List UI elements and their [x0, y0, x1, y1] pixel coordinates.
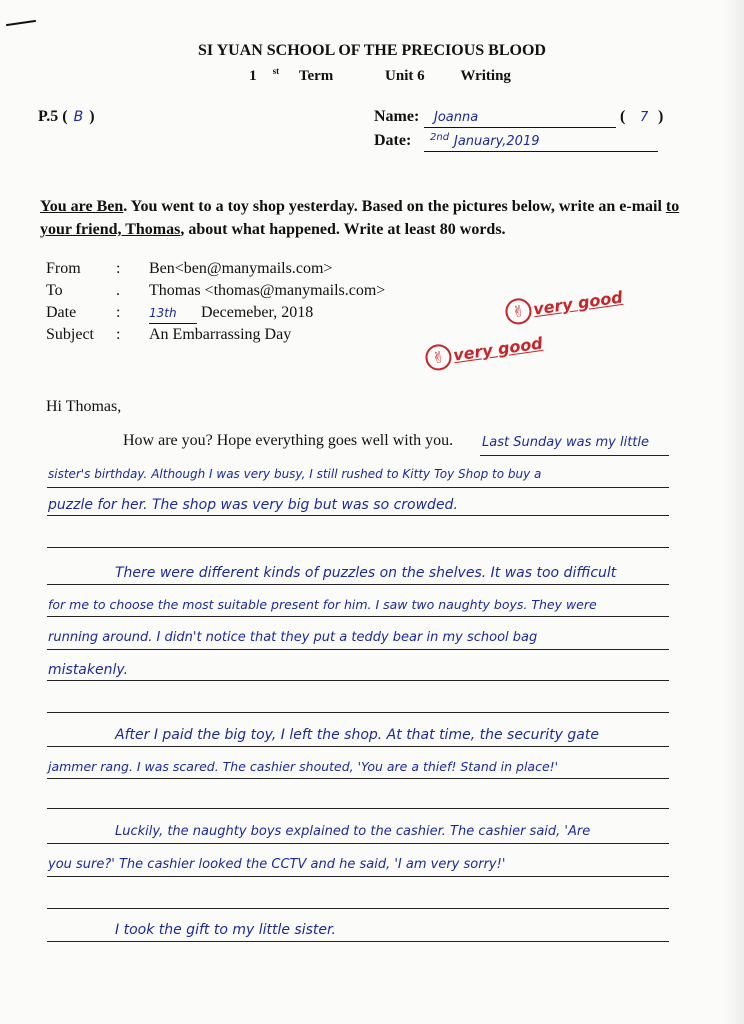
writing-line: [47, 746, 669, 747]
writing-line: [47, 843, 669, 844]
term-line: [0, 66, 744, 85]
writing-line: [47, 908, 669, 909]
writing-line: [47, 712, 669, 713]
writing-line: [47, 876, 669, 877]
writing-line: [47, 487, 669, 488]
printed-intro: How are you? Hope everything goes well with you.: [123, 432, 454, 449]
date-label: Date:: [374, 132, 412, 149]
handwritten-line: Luckily, the naughty boys explained to the cashier. The cashier said, 'Are: [115, 824, 591, 839]
name-label: Name:: [374, 108, 420, 125]
writing-line: [480, 455, 669, 456]
writing-line: [47, 808, 669, 809]
very-good-stamp: ✌ very good: [504, 284, 625, 326]
task-instructions: You are Ben. You went to a toy shop yesterday. Based on the pictures below, write an e-mail to your friend, Thomas, about what happened. Write at least 80 words.: [40, 198, 680, 238]
handwritten-line: sister's birthday. Although I was very busy, I still rushed to Kitty Toy Shop to buy a: [48, 467, 542, 481]
class-value: B: [73, 109, 84, 125]
writing-line: [47, 649, 669, 650]
very-good-stamp: ✌ very good: [424, 330, 545, 372]
handwritten-line: mistakenly.: [48, 662, 129, 678]
name-underline: [424, 127, 616, 128]
meta-date-handwritten: 13th: [149, 306, 197, 324]
victory-hand-icon: ✌: [504, 297, 533, 326]
handwritten-line: jammer rang. I was scared. The cashier shouted, 'You are a thief! Stand in place!': [48, 759, 559, 774]
handwritten-line: Last Sunday was my little: [482, 435, 650, 450]
writing-line: [47, 584, 669, 585]
date-ordinal: 2nd: [430, 132, 450, 143]
class-field: P.5 ( B ): [38, 108, 95, 125]
date-value: January,2019: [454, 134, 540, 149]
handwritten-line: puzzle for her. The shop was very big but was so crowded.: [48, 497, 458, 513]
handwritten-line: you sure?' The cashier looked the CCTV and he said, 'I am very sorry!': [48, 857, 506, 872]
writing-line: [47, 547, 669, 548]
name-row: Name: Joanna ( 7 ): [374, 108, 674, 132]
term-label: 1 $^{st}$ Term: [249, 66, 334, 84]
victory-hand-icon: ✌: [424, 343, 453, 372]
page-edge-shadow: [722, 0, 744, 1024]
date-underline: [424, 151, 658, 152]
date-row: [374, 132, 674, 156]
writing-line: [47, 778, 669, 779]
class-number: 7: [640, 110, 649, 125]
greeting: Hi Thomas,: [46, 398, 122, 415]
handwritten-line: running around. I didn't notice that they put a teddy bear in my school bag: [48, 630, 538, 645]
handwritten-line: I took the gift to my little sister.: [115, 922, 336, 938]
writing-line: [47, 616, 669, 617]
handwritten-line: There were different kinds of puzzles on the shelves. It was too difficult: [115, 565, 617, 581]
school-title: SI YUAN SCHOOL OF THE PRECIOUS BLOOD: [198, 42, 546, 59]
subject-label: Writing: [460, 68, 511, 84]
writing-line: [47, 680, 669, 681]
handwritten-line: for me to choose the most suitable present for him. I saw two naughty boys. They were: [48, 597, 597, 612]
name-value: Joanna: [434, 110, 479, 125]
writing-line: [47, 941, 669, 942]
handwritten-line: After I paid the big toy, I left the shop. At that time, the security gate: [115, 727, 599, 743]
unit-label: Unit 6: [385, 68, 425, 84]
writing-line: [47, 515, 669, 516]
name-date-box: [374, 108, 674, 156]
